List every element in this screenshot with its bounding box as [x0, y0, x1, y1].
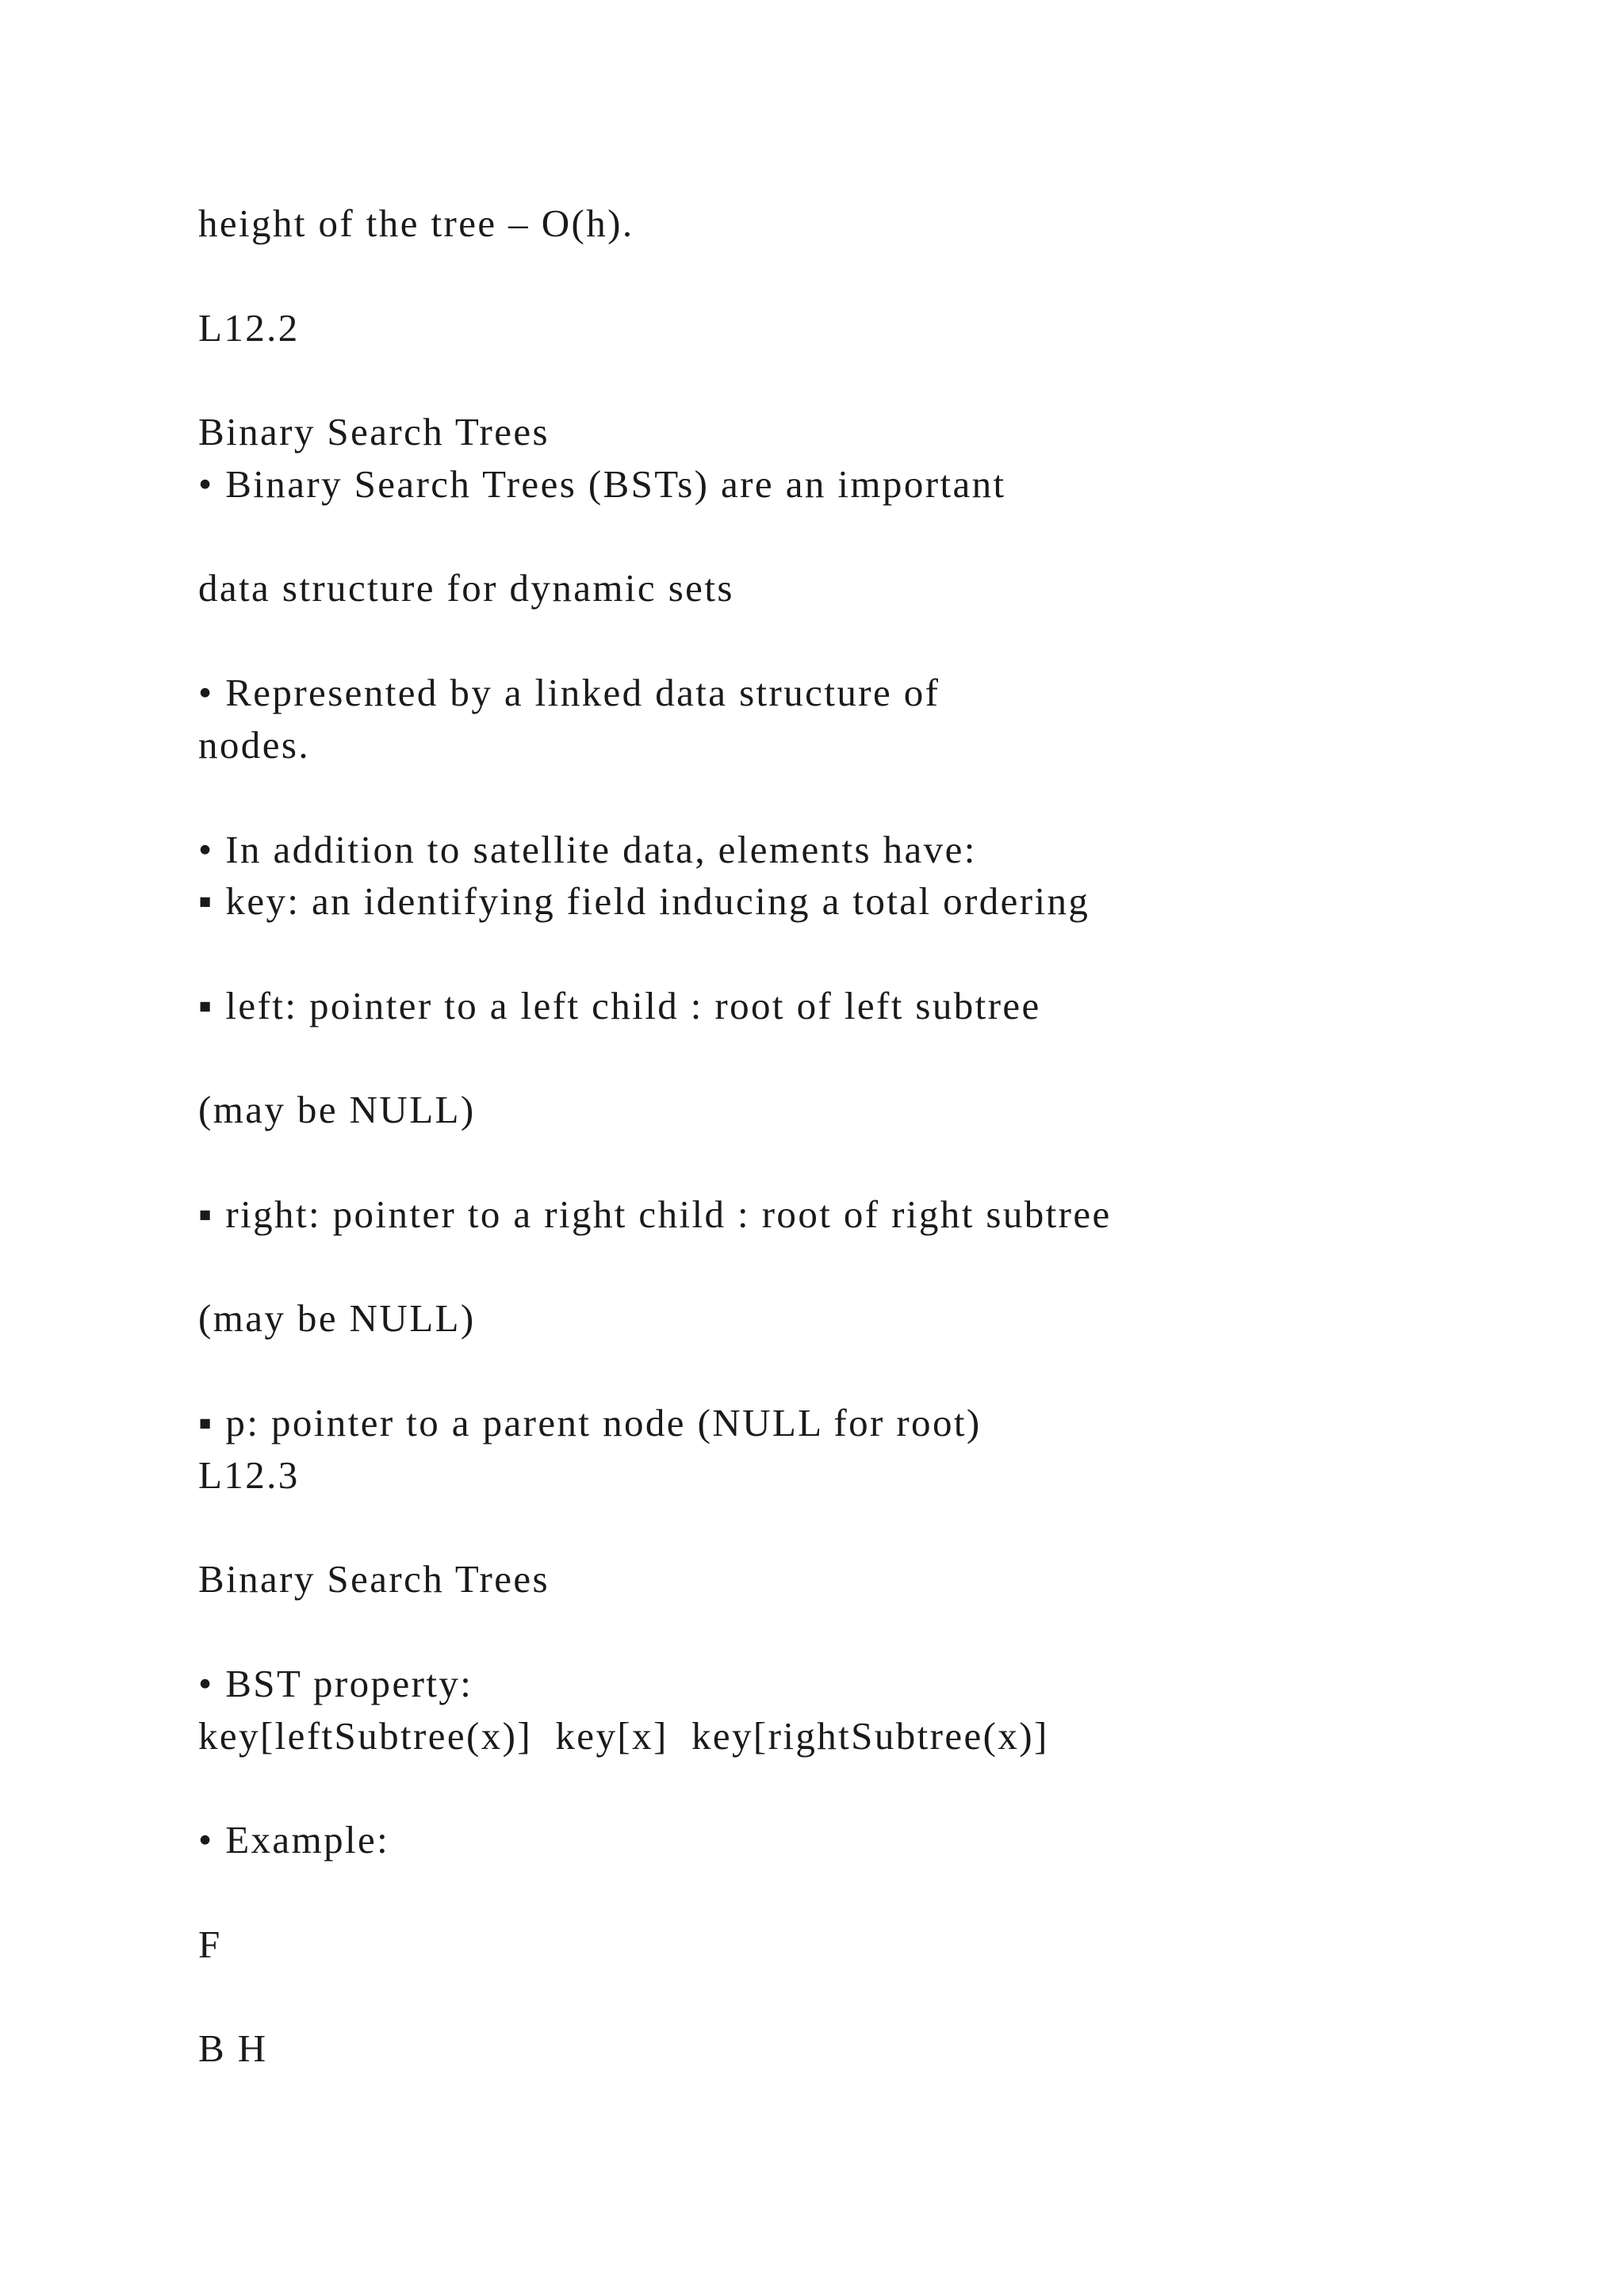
formula-line: key[leftSubtree(x)] key[x] key[rightSubtree(x)]: [198, 1714, 1049, 1758]
text-line: data structure for dynamic sets: [198, 566, 734, 610]
section-heading: Binary Search Trees: [198, 1557, 550, 1601]
sub-bullet-item: ▪ p: pointer to a parent node (NULL for root): [198, 1401, 982, 1445]
slide-number: L12.3: [198, 1453, 300, 1497]
tree-node-labels: B H: [198, 2026, 268, 2070]
slide-number: L12.2: [198, 306, 300, 350]
text-line-tree-height: height of the tree – O(h).: [198, 201, 634, 245]
sub-bullet-item: ▪ left: pointer to a left child : root of left subtree: [198, 984, 1041, 1027]
bullet-item: • Binary Search Trees (BSTs) are an important: [198, 462, 1006, 506]
bullet-item: • BST property:: [198, 1662, 473, 1705]
text-line: (may be NULL): [198, 1296, 476, 1340]
bullet-item: • Example:: [198, 1818, 390, 1862]
tree-node-label: F: [198, 1923, 222, 1966]
text-line: nodes.: [198, 723, 310, 767]
section-heading: Binary Search Trees: [198, 410, 550, 453]
bullet-item: • In addition to satellite data, elements have:: [198, 828, 977, 871]
sub-bullet-item: ▪ key: an identifying field inducing a total ordering: [198, 879, 1090, 923]
text-line: (may be NULL): [198, 1088, 476, 1131]
sub-bullet-item: ▪ right: pointer to a right child : root of right subtree: [198, 1192, 1112, 1236]
bullet-item: • Represented by a linked data structure of: [198, 671, 940, 714]
